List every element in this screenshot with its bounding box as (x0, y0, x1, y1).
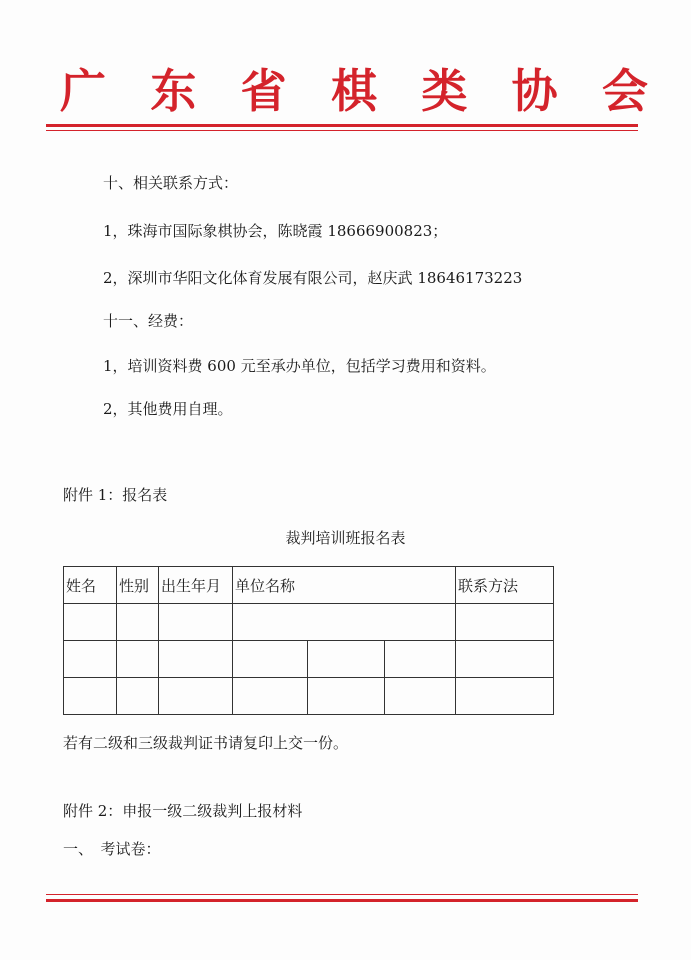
header-rule-thin (46, 130, 638, 131)
contact-item-2: 2，深圳市华阳文化体育发展有限公司，赵庆武 18646173223 (103, 269, 523, 287)
header-cell-gender: 性别 (117, 567, 159, 604)
attachment-1-label: 附件 1：报名表 (63, 486, 168, 504)
table-cell (159, 641, 233, 678)
certificate-note: 若有二级和三级裁判证书请复印上交一份。 (63, 734, 349, 752)
header-rule-thick (46, 124, 638, 127)
table-cell (385, 678, 456, 715)
table-cell (456, 604, 554, 641)
letterhead-title (60, 58, 650, 118)
letterhead-char: 协 (511, 64, 560, 118)
table-cell (64, 678, 117, 715)
attachment-2-item-1: 一、 考试卷： (63, 840, 161, 858)
section-11-heading: 十一、经费： (103, 312, 194, 330)
table-cell (117, 641, 159, 678)
table-row (64, 678, 554, 715)
contact-item-1: 1，珠海市国际象棋协会，陈晓霞 18666900823； (103, 222, 448, 240)
letterhead-char: 广 (60, 64, 108, 118)
header-cell-name: 姓名 (64, 567, 117, 604)
table-cell (117, 604, 159, 641)
section-10-heading: 十、相关联系方式： (103, 174, 239, 192)
table-cell (64, 604, 117, 641)
table-cell (64, 641, 117, 678)
header-cell-unit: 单位名称 (233, 567, 456, 604)
table-cell (456, 641, 554, 678)
form-title: 裁判培训班报名表 (285, 529, 406, 547)
footer-rule-thin (46, 894, 638, 895)
letterhead-char: 类 (421, 64, 470, 118)
letterhead-char: 东 (150, 64, 199, 118)
header-cell-birth: 出生年月 (159, 567, 233, 604)
header-cell-contact: 联系方法 (456, 567, 554, 604)
fee-item-1: 1，培训资料费 600 元至承办单位，包括学习费用和资料。 (103, 357, 496, 375)
table-cell (159, 604, 233, 641)
table-cell (233, 641, 308, 678)
table-cell (385, 641, 456, 678)
attachment-2-label: 附件 2：申报一级二级裁判上报材料 (63, 802, 303, 820)
footer-rule-thick (46, 899, 638, 902)
table-row (64, 641, 554, 678)
fee-item-2: 2，其他费用自理。 (103, 400, 233, 418)
table-row (64, 604, 554, 641)
letterhead-char: 棋 (330, 64, 379, 118)
table-cell (233, 678, 308, 715)
table-cell (117, 678, 159, 715)
table-cell (159, 678, 233, 715)
letterhead-char: 会 (601, 64, 650, 118)
registration-table (63, 566, 554, 715)
table-header-row (64, 567, 554, 604)
table-cell (456, 678, 554, 715)
letterhead-char: 省 (240, 64, 289, 118)
table-cell (308, 641, 385, 678)
table-cell (233, 604, 456, 641)
table-cell (308, 678, 385, 715)
